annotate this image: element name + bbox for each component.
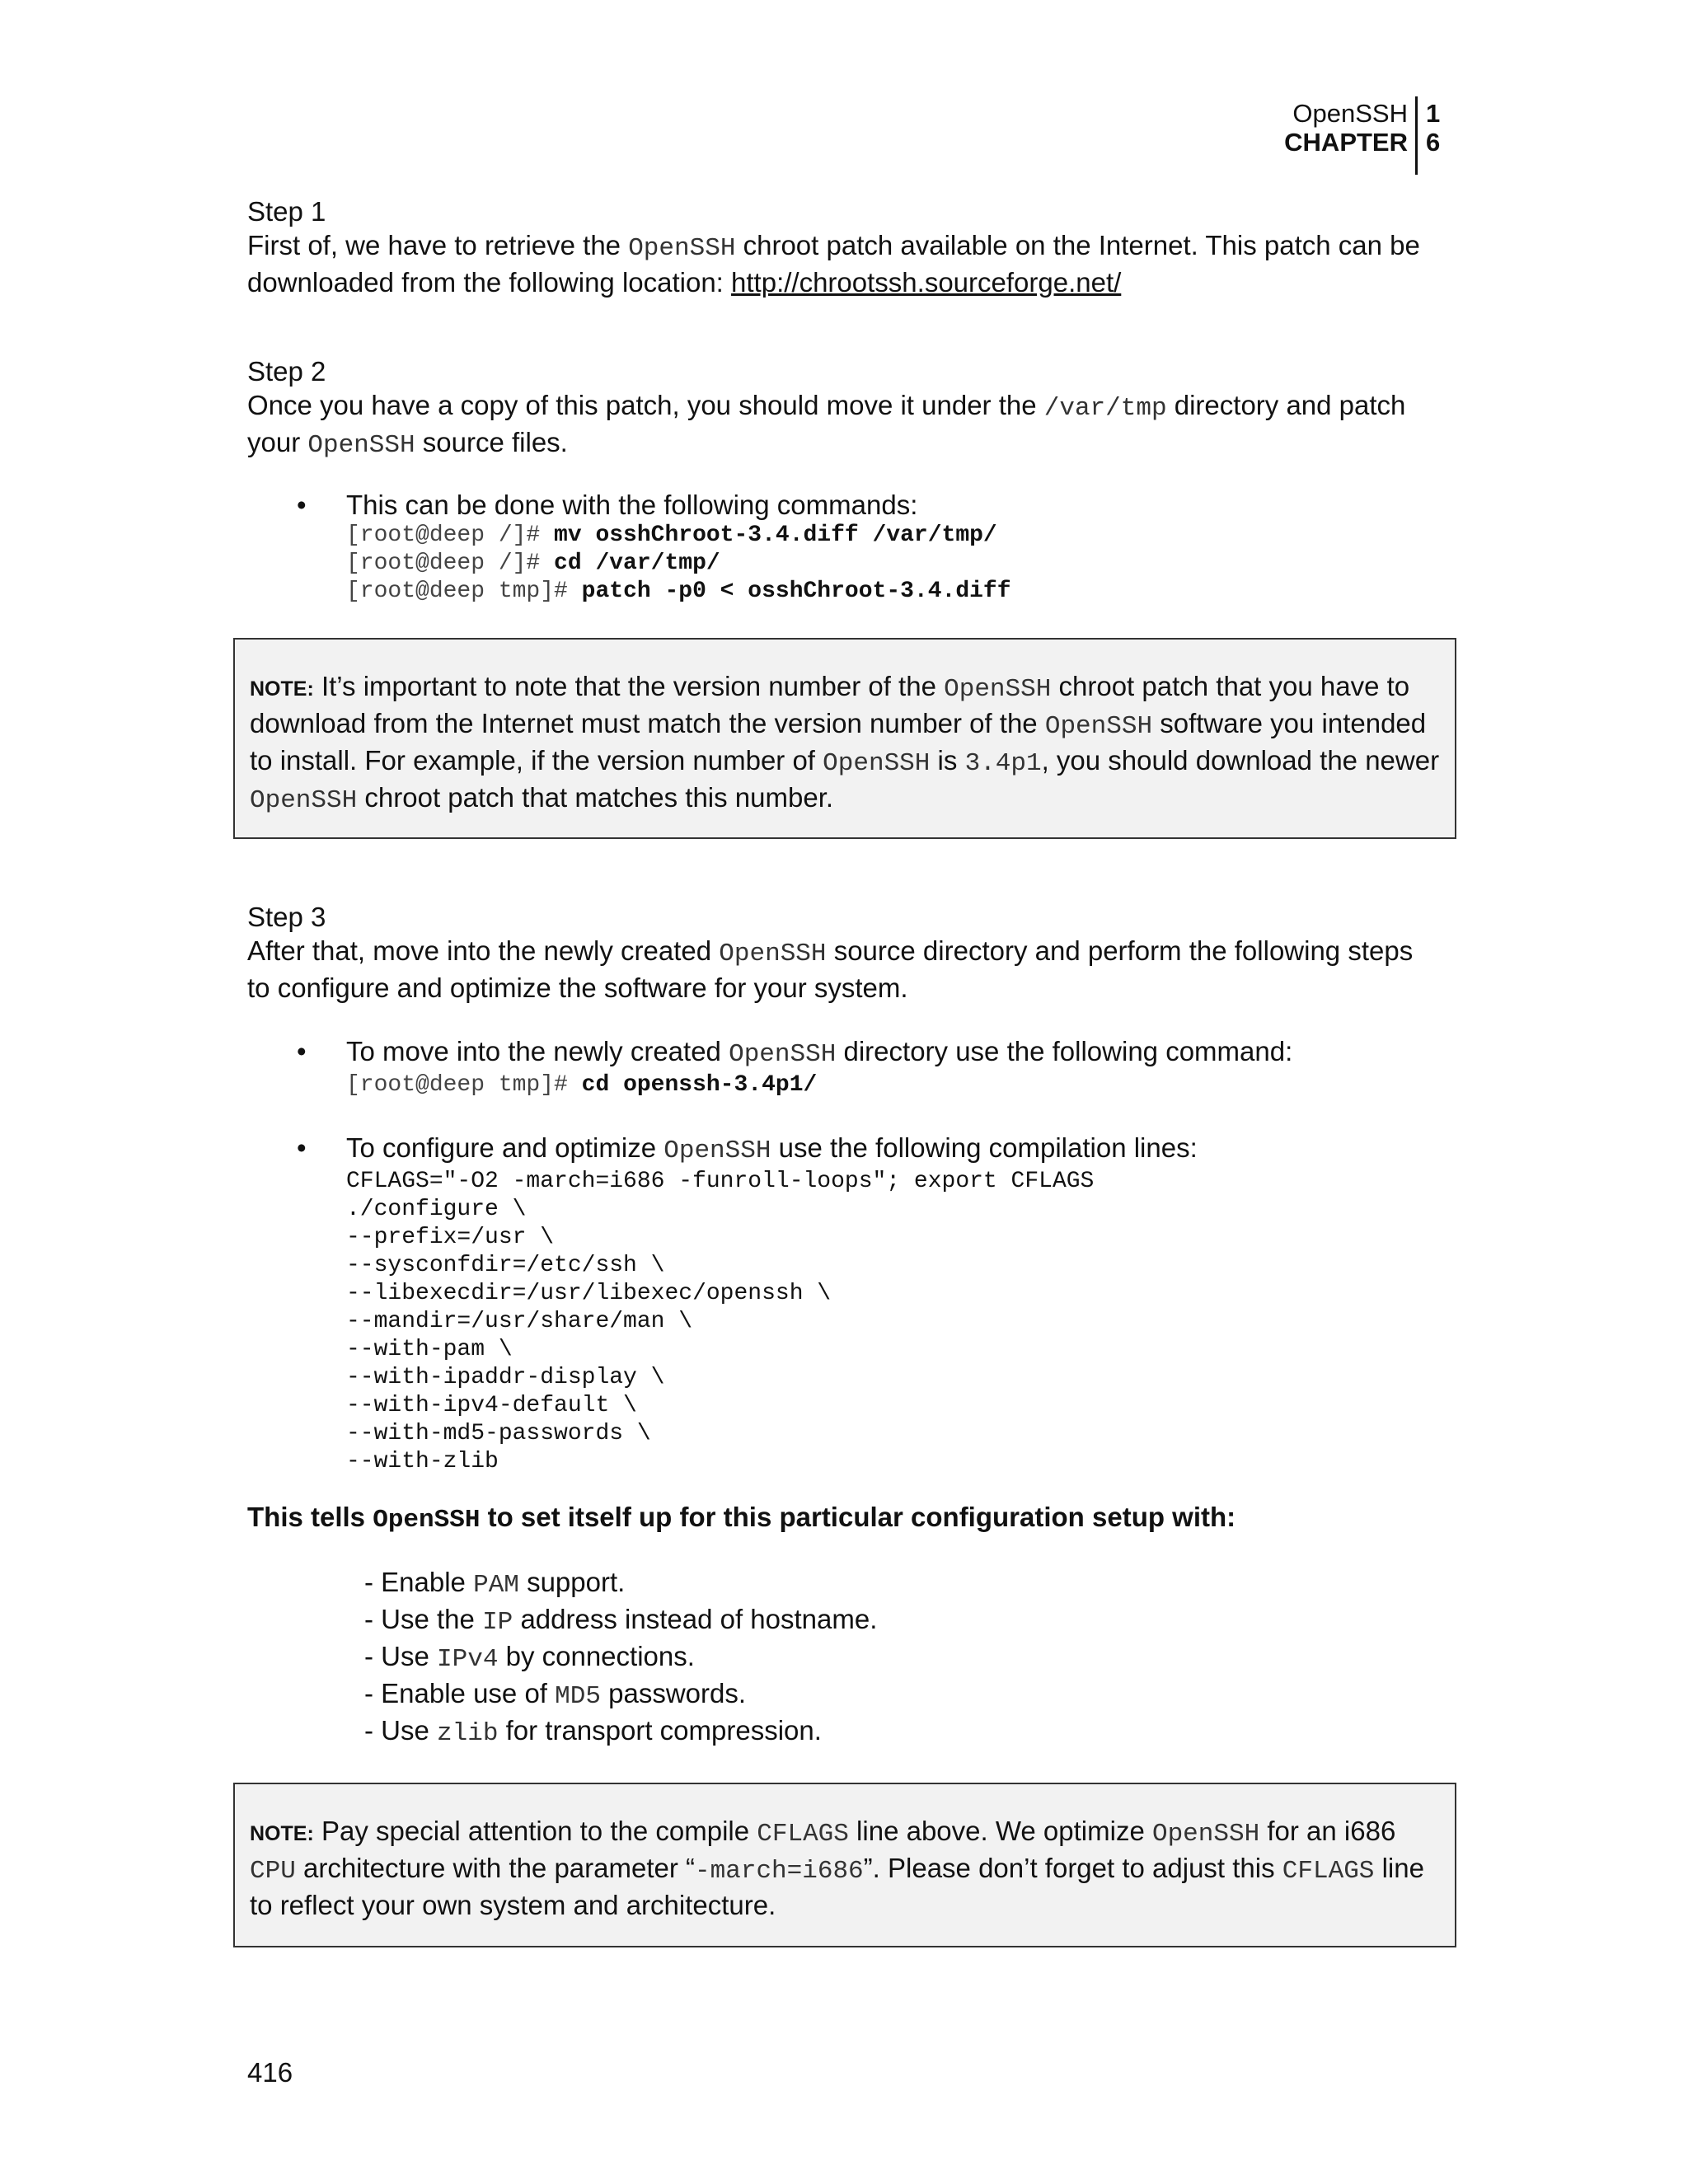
config-line: CFLAGS="-O2 -march=i686 -funroll-loops"; export CFLAGS bbox=[346, 1169, 1095, 1194]
list-item bbox=[364, 1639, 1353, 1676]
step2-commands bbox=[346, 522, 1418, 606]
note2-code: -march=i686 bbox=[695, 1857, 864, 1886]
step2-code-b: OpenSSH bbox=[307, 431, 415, 460]
header-chapter-label: CHAPTER bbox=[1284, 128, 1408, 157]
config-line: ./configure \ bbox=[346, 1197, 527, 1222]
note-label: NOTE: bbox=[250, 677, 314, 701]
note1-text: chroot patch that matches this number. bbox=[357, 782, 834, 813]
note1-code: 3.4p1 bbox=[964, 749, 1042, 778]
step3-heading: Step 3 bbox=[247, 902, 326, 932]
list-item bbox=[364, 1713, 1353, 1750]
step3-section bbox=[247, 900, 1442, 1005]
note2-code: OpenSSH bbox=[1151, 1820, 1260, 1849]
step2-text-c: source files. bbox=[415, 427, 568, 457]
bullet-dot: • bbox=[297, 490, 307, 520]
note2-text: line to reflect your own system and architecture. bbox=[250, 1853, 1424, 1920]
command-line: [root@deep /]# mv osshChroot-3.4.diff /var/tmp/ bbox=[346, 523, 997, 548]
chapter-number-2: 6 bbox=[1426, 128, 1441, 157]
options-list bbox=[364, 1565, 1353, 1750]
step2-section bbox=[247, 354, 1442, 462]
page-number: 416 bbox=[247, 2057, 293, 2088]
header-left bbox=[1284, 99, 1408, 157]
note1-code: OpenSSH bbox=[944, 675, 1052, 704]
step3-bullet1-text bbox=[346, 1034, 1418, 1071]
option-pre: - Enable bbox=[364, 1567, 474, 1597]
note1-text: is bbox=[930, 745, 965, 776]
step1-text-b: chroot patch available on the Internet. This patch can be downloaded from the following location: bbox=[247, 230, 1420, 298]
chrootssh-link[interactable]: http://chrootssh.sourceforge.net/ bbox=[731, 267, 1122, 298]
bullet-dot: • bbox=[297, 1036, 307, 1066]
note2-code: CFLAGS bbox=[757, 1820, 849, 1849]
config-line: --with-ipv4-default \ bbox=[346, 1393, 637, 1418]
note1-code: OpenSSH bbox=[250, 786, 358, 815]
note1-text: It’s important to note that the version number of the bbox=[313, 671, 945, 701]
note2-code: CFLAGS bbox=[1282, 1857, 1375, 1886]
bullet2-code: OpenSSH bbox=[663, 1137, 771, 1165]
step3-text bbox=[247, 934, 1442, 1005]
note1-text: chroot patch that you have to download from the Internet must match the version number of the bbox=[250, 671, 1410, 738]
option-pre: - Use the bbox=[364, 1604, 483, 1634]
step2-text bbox=[247, 388, 1442, 462]
step3-bullet2-text bbox=[346, 1131, 1418, 1168]
option-post: by connections. bbox=[498, 1641, 695, 1671]
config-line: --prefix=/usr \ bbox=[346, 1225, 555, 1250]
note2-text: Pay special attention to the compile bbox=[313, 1816, 757, 1846]
step3-text-b: source directory and perform the following steps to configure and optimize the software for your system. bbox=[247, 935, 1414, 1003]
step1-text bbox=[247, 228, 1442, 299]
option-post: passwords. bbox=[600, 1678, 747, 1708]
bullet1-text-b: directory use the following command: bbox=[836, 1036, 1293, 1066]
step1-heading: Step 1 bbox=[247, 196, 326, 227]
note-box-1 bbox=[233, 638, 1456, 839]
config-line: --mandir=/usr/share/man \ bbox=[346, 1309, 693, 1334]
option-pre: - Use bbox=[364, 1715, 438, 1746]
config-line: --with-pam \ bbox=[346, 1337, 513, 1362]
command-line: [root@deep /]# cd /var/tmp/ bbox=[346, 551, 720, 576]
command-text: cd openssh-3.4p1/ bbox=[581, 1072, 818, 1098]
header-chapter-number bbox=[1426, 99, 1440, 157]
config-line: --with-ipaddr-display \ bbox=[346, 1365, 665, 1390]
note1-text: , you should download the newer bbox=[1041, 745, 1440, 776]
config-line: --sysconfdir=/etc/ssh \ bbox=[346, 1253, 665, 1278]
header-title: OpenSSH bbox=[1292, 99, 1408, 128]
option-post: address instead of hostname. bbox=[513, 1604, 878, 1634]
bullet-dot: • bbox=[297, 1132, 307, 1163]
bullet1-text-a: To move into the newly created bbox=[346, 1036, 729, 1066]
note2-text: line above. We optimize bbox=[848, 1816, 1152, 1846]
option-post: for transport compression. bbox=[498, 1715, 822, 1746]
command-prompt: [root@deep tmp]# bbox=[346, 1072, 582, 1098]
tells-text-a: This tells bbox=[247, 1502, 373, 1532]
note2-text: architecture with the parameter “ bbox=[295, 1853, 696, 1883]
tells-heading bbox=[247, 1500, 1442, 1537]
config-line: --libexecdir=/usr/libexec/openssh \ bbox=[346, 1281, 832, 1306]
step2-text-a: Once you have a copy of this patch, you should move it under the bbox=[247, 390, 1044, 420]
config-line: --with-md5-passwords \ bbox=[346, 1421, 651, 1446]
bullet1-code: OpenSSH bbox=[729, 1040, 837, 1069]
step1-code: OpenSSH bbox=[628, 234, 736, 263]
tells-text-b: to set itself up for this particular configuration setup with: bbox=[480, 1502, 1236, 1532]
step3-text-a: After that, move into the newly created bbox=[247, 935, 720, 966]
option-pre: - Enable use of bbox=[364, 1678, 556, 1708]
list-item bbox=[364, 1676, 1353, 1713]
header-divider bbox=[1415, 96, 1418, 175]
note1-code: OpenSSH bbox=[823, 749, 931, 778]
step3-code: OpenSSH bbox=[719, 940, 827, 968]
step3-command bbox=[346, 1071, 1418, 1099]
option-code: PAM bbox=[473, 1571, 519, 1600]
note2-text: for an i686 bbox=[1259, 1816, 1396, 1846]
option-code: IPv4 bbox=[437, 1645, 499, 1674]
step2-heading: Step 2 bbox=[247, 356, 326, 387]
command-line: [root@deep tmp]# patch -p0 < osshChroot-3.4.diff bbox=[346, 579, 1011, 604]
chapter-number-1: 1 bbox=[1426, 99, 1441, 128]
option-code: MD5 bbox=[555, 1682, 601, 1711]
note2-code: CPU bbox=[250, 1857, 296, 1886]
note1-code: OpenSSH bbox=[1044, 712, 1153, 741]
step2-code-a: /var/tmp bbox=[1043, 394, 1167, 423]
bullet2-text-a: To configure and optimize bbox=[346, 1132, 664, 1163]
tells-code: OpenSSH bbox=[373, 1506, 481, 1535]
option-code: zlib bbox=[437, 1719, 499, 1748]
option-pre: - Use bbox=[364, 1641, 438, 1671]
list-item bbox=[364, 1602, 1353, 1639]
step1-section bbox=[247, 194, 1442, 299]
bullet2-text-b: use the following compilation lines: bbox=[771, 1132, 1198, 1163]
option-post: support. bbox=[518, 1567, 626, 1597]
configure-lines bbox=[346, 1168, 1418, 1476]
step1-text-a: First of, we have to retrieve the bbox=[247, 230, 629, 260]
note-box-2 bbox=[233, 1783, 1456, 1947]
step2-bullet-text: This can be done with the following commands: bbox=[346, 490, 918, 520]
note-label: NOTE: bbox=[250, 1822, 314, 1845]
option-code: IP bbox=[482, 1608, 513, 1637]
page-header bbox=[1154, 96, 1451, 179]
note2-text: ”. Please don’t forget to adjust this bbox=[863, 1853, 1282, 1883]
note1-text: software you intended to install. For example, if the version number of bbox=[250, 708, 1427, 776]
list-item bbox=[364, 1565, 1353, 1602]
step2-text-b: directory and patch your bbox=[247, 390, 1406, 457]
config-line: --with-zlib bbox=[346, 1449, 499, 1474]
